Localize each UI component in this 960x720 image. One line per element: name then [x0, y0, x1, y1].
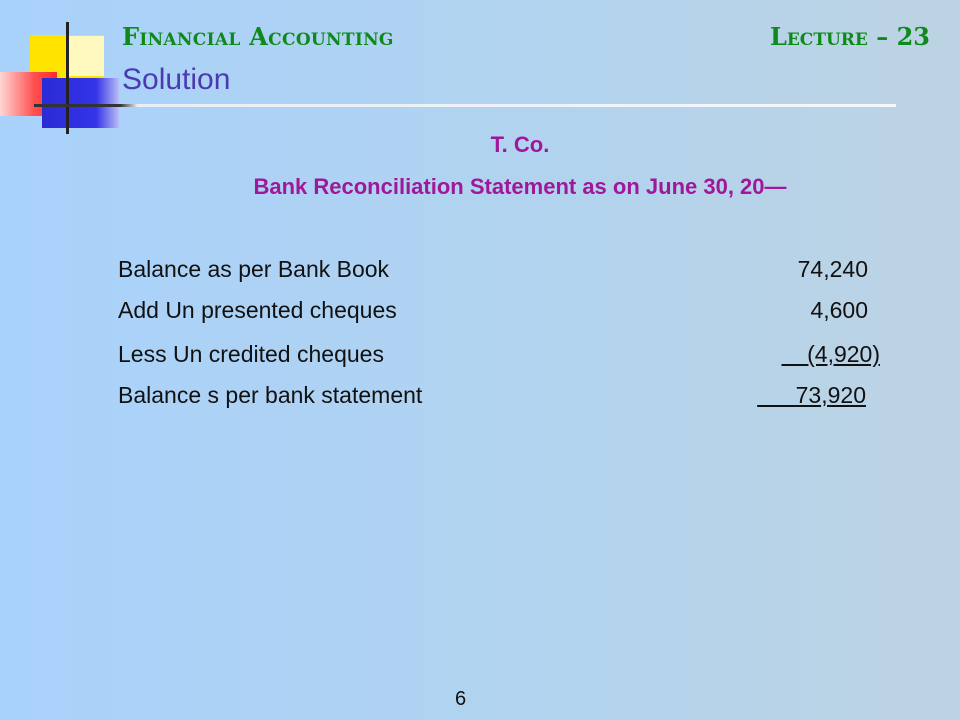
row-amount: 74,240 — [797, 256, 868, 282]
decor-vertical-line — [66, 22, 69, 134]
row-amount: (4,920) — [807, 341, 880, 367]
row-amount: 73,920 — [795, 382, 866, 408]
course-name: Financial Accounting — [122, 22, 394, 51]
lecture-number: Lecture – 23 — [769, 22, 930, 51]
row-label: Add Un presented cheques — [118, 297, 397, 323]
company-name: T. Co. — [490, 132, 550, 157]
slide-title: Solution — [122, 63, 231, 96]
statement-title: Bank Reconciliation Statement as on June 30, 20— — [253, 174, 787, 199]
row-label: Balance as per Bank Book — [118, 256, 390, 282]
title-divider-line — [34, 104, 896, 107]
row-label: Balance s per bank statement — [118, 382, 423, 408]
page-number: 6 — [455, 688, 467, 710]
decor-light-square — [68, 36, 104, 76]
row-label: Less Un credited cheques — [118, 341, 384, 367]
decor-blue-square — [42, 78, 119, 128]
row-amount: 4,600 — [810, 297, 868, 323]
